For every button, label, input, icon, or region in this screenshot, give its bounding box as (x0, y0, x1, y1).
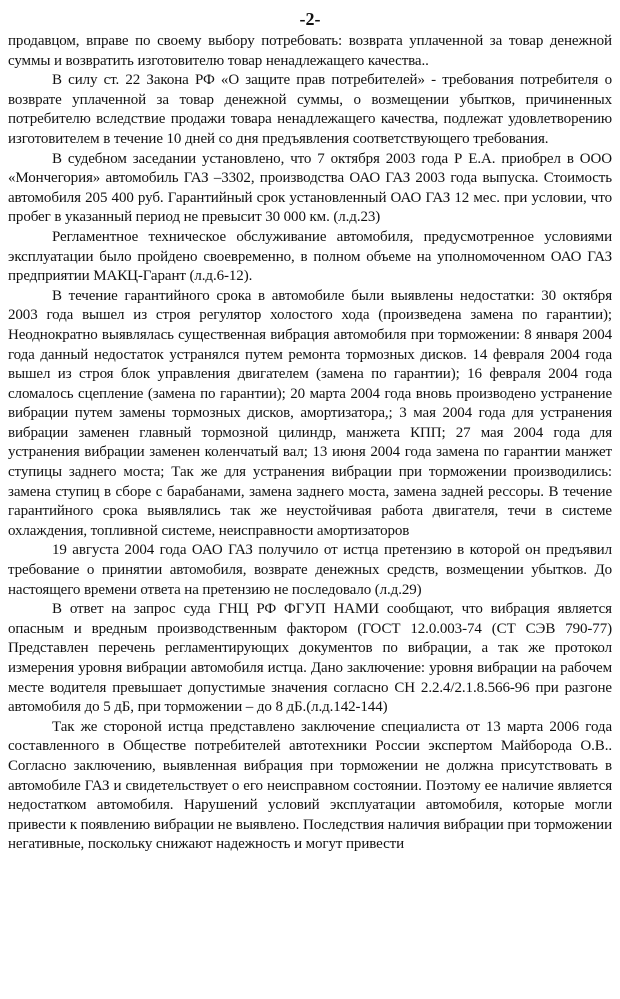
paragraph-nami-response: В ответ на запрос суда ГНЦ РФ ФГУП НАМИ сообщают, что вибрация является опасным и вредным производственным фактором (ГОСТ 12.0.003-74 (СТ СЭВ 790-77) Представлен перечень регламентирующих документов по вибрации, а так же протокол измерения уровня вибрации автомобиля истца. Дано заключение: уровня вибрации на рабочем месте водителя превышает допустимые значения согласно СН 2.2.4/2.1.8.566-96 при разгоне автомобиля до 5 дБ, при торможении – до 8 дБ.(л.д.142-144) (8, 601, 612, 716)
paragraph-court-findings: В судебном заседании установлено, что 7 октября 2003 года Р Е.А. приобрел в ООО «Мончегория» автомобиль ГАЗ –3302, производства ОАО ГАЗ 2003 года выпуска. Стоимость автомобиля 205 400 руб. Гарантийный срок установленный ОАО ГАЗ 12 мес. при условии, что пробег в указанный период не превысит 30 000 км. (л.д.23) (8, 150, 612, 226)
paragraph-law-article-22: В силу ст. 22 Закона РФ «О защите прав потребителей» - требования потребителя о возврате уплаченной за товар денежной суммы, о возмещении убытков, причиненных потребителю вследствие продажи товара ненадлежащего качества, подлежат удовлетворению изготовителем в течение 10 дней со дня предъявления соответствующего требования. (8, 72, 612, 147)
paragraph-continuation: продавцом, вправе по своему выбору потребовать: возврата уплаченной за товар денежной суммы и возвратить изготовителю товар ненадлежащего качества.. (8, 33, 612, 69)
paragraph-defects: В течение гарантийного срока в автомобиле были выявлены недостатки: 30 октября 2003 года вышел из строя регулятор холостого хода (произведена замена по гарантии); Неоднократно выявлялась существенная вибрация автомобиля при торможении: 8 января 2004 года данный недостаток устранялся путем ремонта тормозных дисков. 14 февраля 2004 года вышел из строя блок управления двигателем (замена по гарантии); 16 февраля 2004 года сломалось сцепление (замена по гарантии); 20 марта 2004 года вновь производено устранение вибрации путем замены тормозных дисков, амортизатора,; 3 мая 2004 года для устранения вибрации заменен главный тормозной цилиндр, манжета КПП; 27 мая 2004 года для устранения вибрации заменен коленчатый вал; 13 июня 2004 года замена по гарантии манжет ступицы заднего моста; Так же для устранения вибрации при торможении производились: замена ступиц в сборе с барабанами, замена заднего моста, замена задней рессоры. В течение гарантийного срока выявлялись так же неустойчивая работа двигателя, течи в системе охлаждения, топливной системе, неисправности амортизаторов (8, 287, 612, 539)
paragraph-maintenance: Регламентное техническое обслуживание автомобиля, предусмотренное условиями эксплуатации было пройдено своевременно, в полном объеме на уполномоченном ОАО ГАЗ предприятии МАКЦ-Гарант (л.д.6-12). (8, 228, 612, 285)
paragraph-expert-opinion: Так же стороной истца представлено заключение специалиста от 13 марта 2006 года составленного в Обществе потребителей автотехники России экспертом Майборода О.В.. Согласно заключению, выявленная вибрация при торможении не должна присутствовать в автомобиле ГАЗ и свидетельствует о его неисправном состоянии. Поэтому ее наличие является недостатком автомобиля. Нарушений условий эксплуатации автомобиля, которые могли привести к появлению вибрации не выявлено. Последствия наличия вибрации при торможении негативные, поскольку снижают надежность и могут привести (8, 718, 612, 853)
page-number: -2- (299, 9, 321, 29)
paragraph-claim: 19 августа 2004 года ОАО ГАЗ получило от истца претензию в которой он предъявил требование о принятии автомобиля, возврате денежных средств, возмещении убытков. До настоящего времени ответа на претензию не последовало (л.д.29) (8, 542, 612, 598)
